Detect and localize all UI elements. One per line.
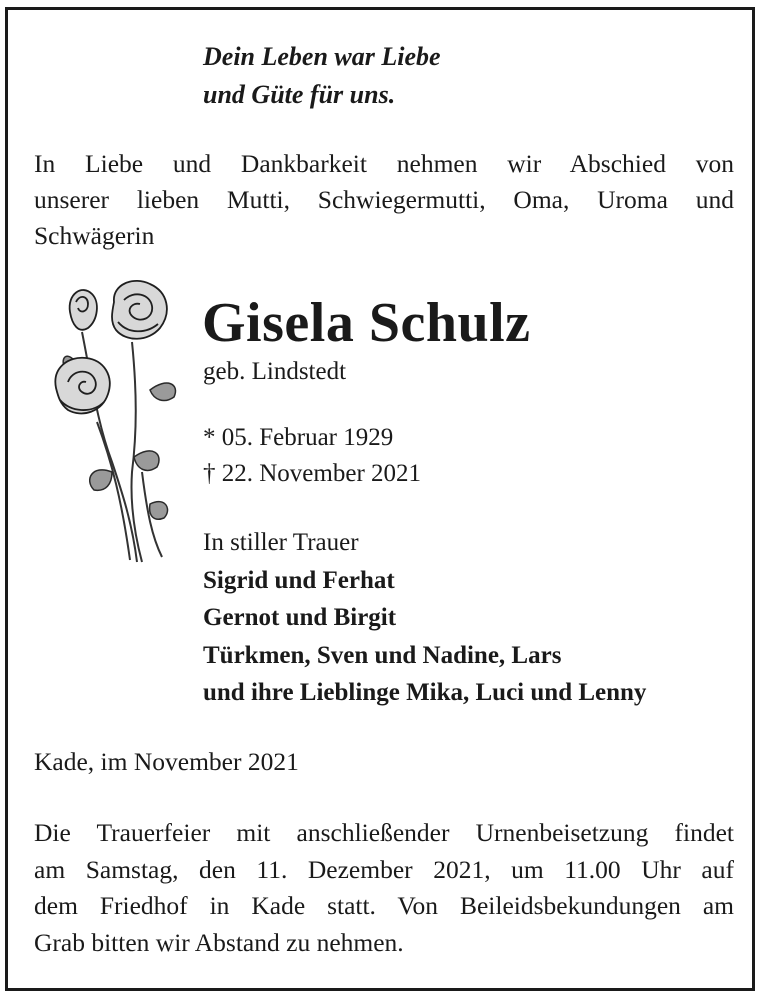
roses-icon	[42, 272, 192, 572]
intro-line-3: Schwägerin	[34, 221, 155, 250]
birth-date: * 05. Februar 1929	[203, 424, 394, 451]
intro-line-1: In Liebe und Dankbarkeit nehmen wir Abschied von	[34, 149, 734, 178]
place-date: Kade, im November 2021	[34, 747, 299, 776]
motto-line-2: und Güte für uns.	[203, 80, 396, 109]
death-date: † 22. November 2021	[203, 460, 422, 487]
mourners-block	[203, 524, 646, 712]
maiden-name: geb. Lindstedt	[203, 358, 347, 385]
obituary-frame	[5, 7, 755, 991]
mourners-heading: In stiller Trauer	[203, 529, 359, 556]
mourner-line: Türkmen, Sven und Nadine, Lars	[203, 641, 562, 669]
service-text	[34, 815, 734, 961]
motto-line-1: Dein Leben war Liebe	[203, 42, 441, 71]
mourner-line: Sigrid und Ferhat	[203, 566, 395, 594]
mourner-line: Gernot und Birgit	[203, 604, 397, 631]
service-line-2: am Samstag, den 11. Dezember 2021, um 11.00 Uhr auf	[34, 854, 734, 884]
motto	[203, 38, 441, 114]
life-dates	[203, 420, 421, 492]
deceased-name: Gisela Schulz	[202, 292, 531, 354]
service-line-1: Die Trauerfeier mit anschließender Urnenbeisetzung findet	[34, 818, 734, 847]
intro-text	[34, 146, 734, 254]
mourner-line: und ihre Lieblinge Mika, Luci und Lenny	[203, 679, 647, 706]
service-line-4: Grab bitten wir Abstand zu nehmen.	[34, 927, 404, 957]
service-line-3: dem Friedhof in Kade statt. Von Beileidsbekundungen am	[34, 891, 734, 920]
intro-line-2: unserer lieben Mutti, Schwiegermutti, Oma, Uroma und	[34, 185, 734, 214]
